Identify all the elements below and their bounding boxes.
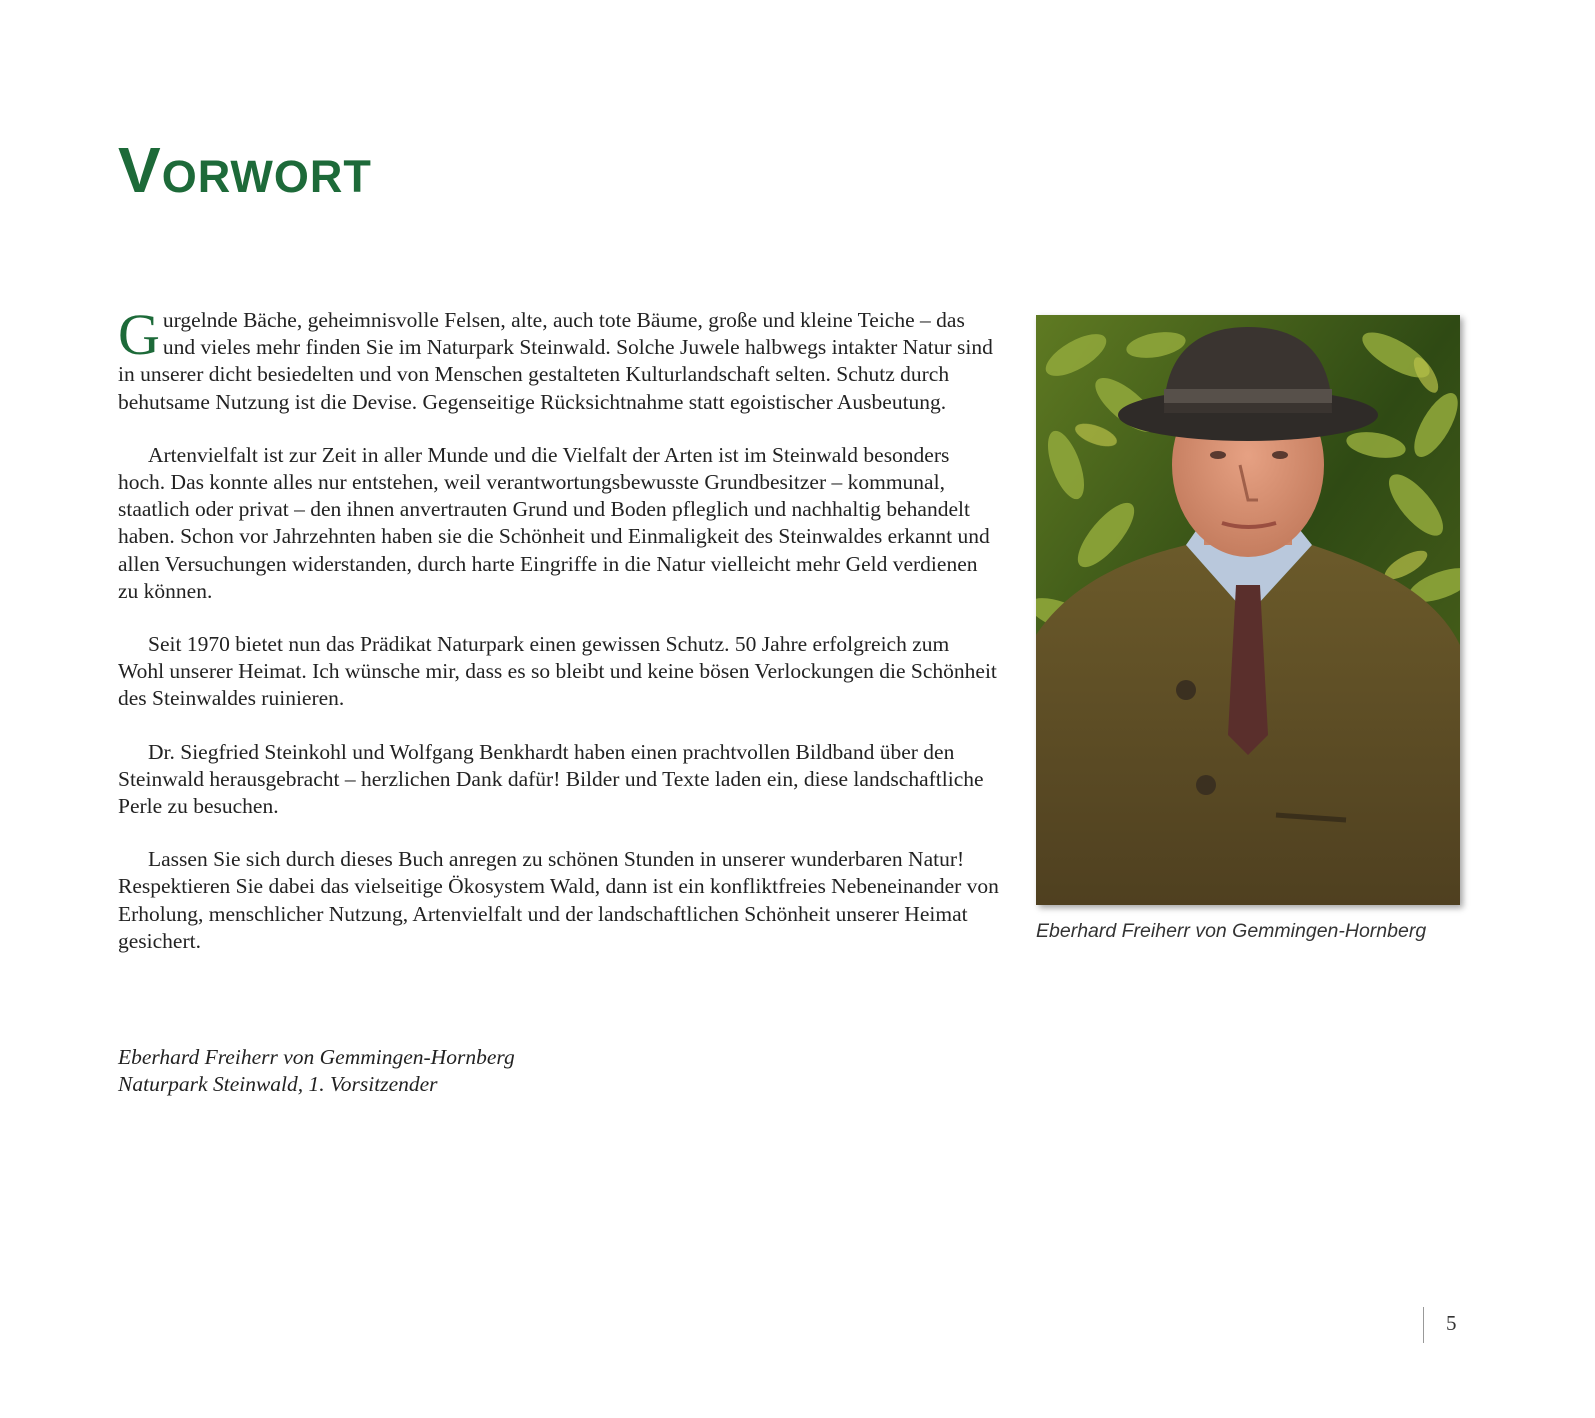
portrait-photo [1036,315,1460,905]
paragraph-3: Seit 1970 bietet nun das Prädikat Naturpark einen gewissen Schutz. 50 Jahre erfolgreich zum Wohl unserer Heimat. Ich wünsche mir, dass es so bleibt und keine bösen Verlockungen die Schönheit des Steinwaldes ruinieren. [118,632,997,711]
paragraph-2: Artenvielfalt ist zur Zeit in aller Munde und die Vielfalt der Arten ist im Steinwald besonders hoch. Das konnte alles nur entstehen, weil verantwortungsbewusste Grundbesitzer – kommunal, staatlich oder privat – den ihnen anvertrauten Grund und Boden pfleglich und nachhaltig behandelt haben. Schon vor Jahrzehnten haben sie die Schönheit und Einmaligkeit des Steinwaldes erkannt und allen Versuchungen widerstanden, durch harte Eingriffe in die Natur vielleicht mehr Geld verdienen zu können. [118,442,990,603]
foreword-body [118,302,1000,981]
signature-name: Eberhard Freiherr von Gemmingen-Hornberg [118,1045,515,1069]
portrait-illustration [1036,315,1460,905]
paragraph-1 [118,302,1000,416]
paragraph-5: Lassen Sie sich durch dieses Buch anregen zu schönen Stunden in unserer wunderbaren Natur! Respektieren Sie dabei das vielseitige Ökosystem Wald, dann ist ein konfliktfreies Nebeneinander von Erholung, menschlicher Nutzung, Artenvielfalt und der landschaftlichen Schönheit unserer Heimat gesichert. [118,847,999,953]
signature-block [118,1044,515,1098]
paragraph-4: Dr. Siegfried Steinkohl und Wolfgang Benkhardt haben einen prachtvollen Bildband über den Steinwald herausgebracht – herzlichen Dank dafür! Bilder und Texte laden ein, diese landschaftliche Perle zu besuchen. [118,739,984,819]
drop-cap: G [118,302,160,367]
signature-role: Naturpark Steinwald, 1. Vorsitzender [118,1072,438,1096]
page-number: 5 [1446,1311,1457,1335]
page-title: Vorwort [118,134,372,206]
paragraph-1-text: urgelnde Bäche, geheimnisvolle Felsen, alte, auch tote Bäume, große und kleine Teiche – das und vieles mehr finden Sie im Naturpark Steinwald. Solche Juwele halbwegs intakter Natur sind in unserer dicht besiedelten und von Menschen gestalteten Kulturlandschaft selten. Schutz durch behutsame Nutzung ist die Devise. Gegenseitige Rücksichtnahme statt egoistischer Ausbeutung. [118,308,993,414]
page-number-rule [1423,1307,1424,1343]
photo-caption: Eberhard Freiherr von Gemmingen-Hornberg [1036,920,1427,942]
